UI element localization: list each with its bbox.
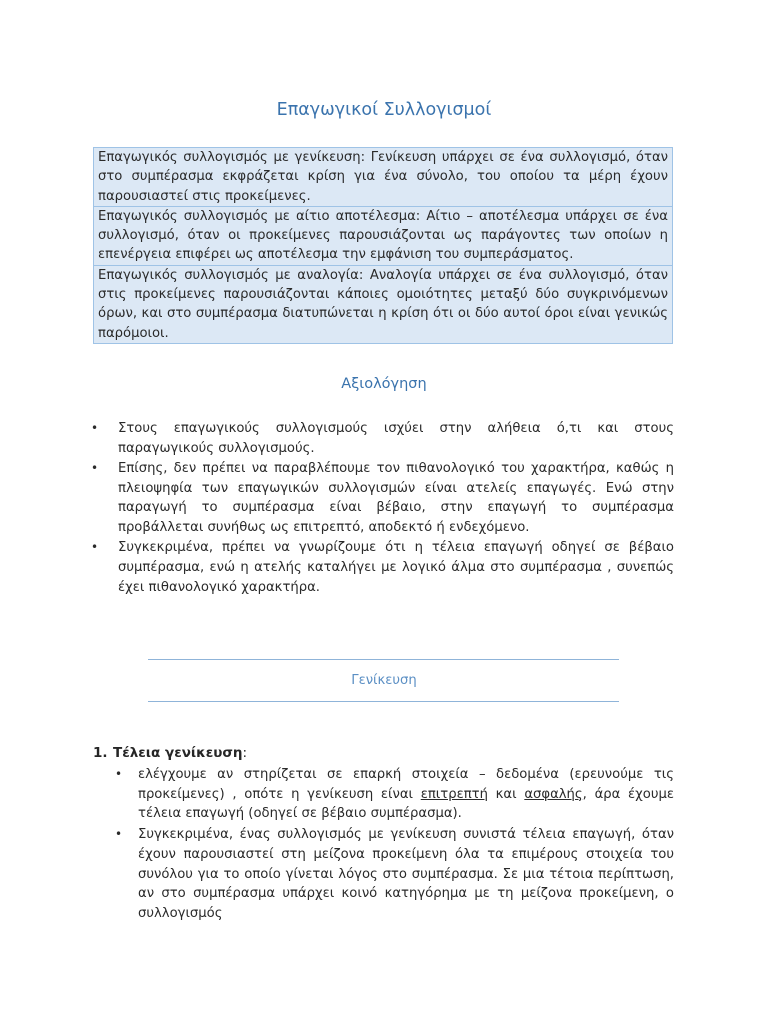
list-item: [91, 419, 674, 458]
definitions-table: [93, 147, 673, 344]
list-item: [115, 825, 674, 924]
divider-bottom: [148, 701, 619, 702]
divider-top: [148, 659, 619, 660]
perfect-generalization-list: [115, 765, 674, 925]
heading-number: 1.: [93, 745, 108, 761]
underlined-safe: ασφαλής: [524, 786, 583, 802]
table-row: [94, 148, 673, 207]
bullet-icon: •: [91, 460, 99, 475]
evaluation-heading: Αξιολόγηση: [341, 376, 427, 392]
definition-cause-effect: Επαγωγικός συλλογισμός με αίτιο αποτέλεσμα: Αίτιο – αποτέλεσμα υπάρχει σε ένα συλλογισμό, όταν οι προκείμενες παρουσιάζονται ως παράγοντες των οποίων η επενέργεια επιφέρει ως αποτέλεσμα την εμφάνιση του συμπεράσματος.: [94, 206, 673, 265]
list-item-text: Συγκεκριμένα, πρέπει να γνωρίζουμε ότι η τέλεια επαγωγή οδηγεί σε βέβαιο συμπέρασμα, ενώ η ατελής καταλήγει με λογικό άλμα στο συμπέρασμα , συνεπώς έχει πιθανολογικό χαρακτήρα.: [118, 540, 674, 595]
document-title: Επαγωγικοί Συλλογισμοί: [276, 100, 492, 120]
bullet-icon: •: [115, 827, 123, 842]
numbered-heading: [93, 744, 676, 764]
section-title: Γενίκευση: [351, 673, 417, 688]
definition-generalization: Επαγωγικός συλλογισμός με γενίκευση: Γενίκευση υπάρχει σε ένα συλλογισμό, όταν στο συμπέρασμα εκφράζεται κρίση για ένα σύνολο, του οποίου τα μέρη έχουν παρουσιαστεί στις προκείμενες.: [94, 148, 673, 207]
list-item-text: Συγκεκριμένα, ένας συλλογισμός με γενίκευση συνιστά τέλεια επαγωγή, όταν έχουν παρουσιαστεί στη μείζονα προκείμενη όλα τα επιμέρους στοιχεία του συνόλου για το οποίο γίνεται λόγος στο συμπέρασμα. Σε μια τέτοια περίπτωση, αν στο συμπέρασμα υπάρχει κοινό κατηγόρημα με τη μείζονα προκείμενη, ο συλλογισμός: [138, 827, 674, 921]
underlined-allowed: επιτρεπτή: [420, 786, 488, 802]
list-item-text: ελέγχουμε αν στηρίζεται σε επαρκή στοιχεία – δεδομένα (ερευνούμε τις προκείμενες) , οπότε η γενίκευση είναι επιτρεπτή και ασφαλής, άρα έχουμε τέλεια επαγωγή (οδηγεί σε βέβαιο συμπέρασμα).: [138, 767, 675, 822]
heading-text: Τέλεια γενίκευση: [113, 745, 243, 761]
table-row: [94, 206, 673, 265]
table-row: [94, 265, 673, 343]
bullet-icon: •: [91, 421, 99, 435]
bullet-icon: •: [115, 767, 123, 781]
definition-analogy: Επαγωγικός συλλογισμός με αναλογία: Αναλογία υπάρχει σε ένα συλλογισμό, όταν στις προκείμενες παρουσιάζονται κάποιες ομοιότητες μεταξύ δύο συγκρινόμενων όρων, και στο συμπέρασμα διατυπώνεται η κρίση ότι οι δύο αυτοί όροι είναι γενικώς παρόμοιοι.: [94, 265, 673, 343]
heading-colon: :: [242, 745, 248, 761]
list-item: [91, 538, 674, 597]
list-item: [91, 459, 674, 538]
list-item-text: Στους επαγωγικούς συλλογισμούς ισχύει στην αλήθεια ό,τι και στους παραγωγικούς συλλογισμούς.: [118, 421, 674, 456]
list-item: [115, 765, 674, 824]
list-item-text: Επίσης, δεν πρέπει να παραβλέπουμε τον πιθανολογικό του χαρακτήρα, καθώς η πλειοψηφία των επαγωγικών συλλογισμών είναι ατελείς επαγωγές. Ενώ στην παραγωγή το συμπέρασμα είναι βέβαιο, στην επαγωγή το συμπέρασμα προβάλλεται συνήθως ως επιτρεπτό, αποδεκτό ή ενδεχόμενο.: [118, 460, 674, 536]
bullet-icon: •: [91, 540, 99, 555]
evaluation-list: [91, 419, 674, 598]
